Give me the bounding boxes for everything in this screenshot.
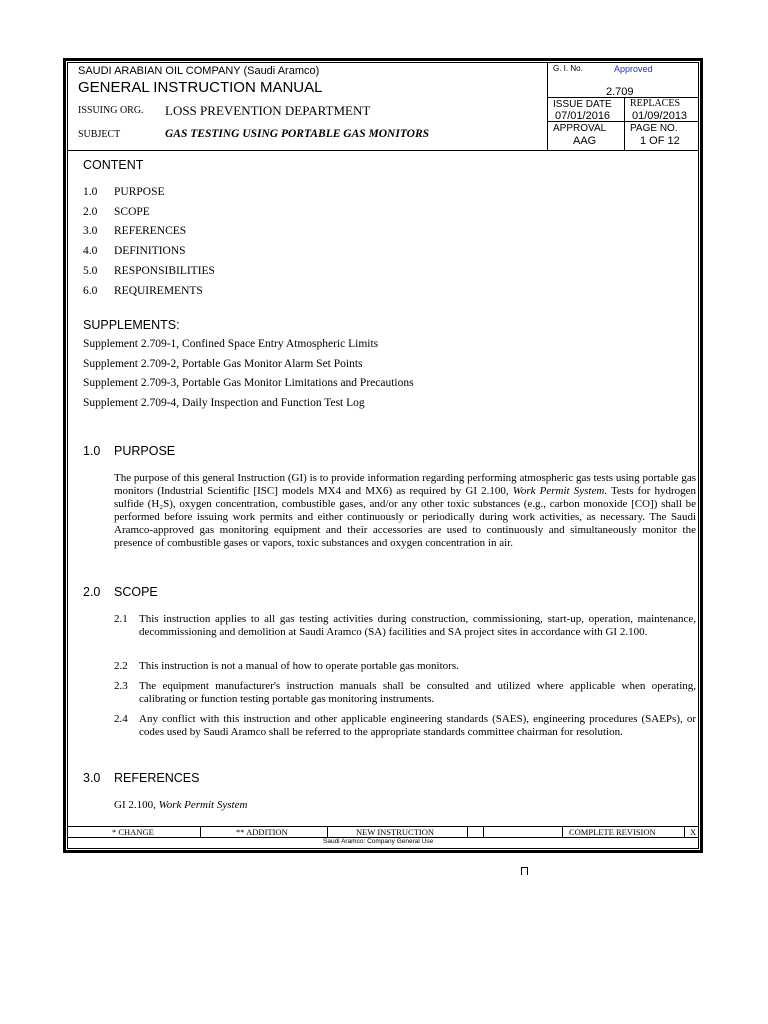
footer-new-instruction: NEW INSTRUCTION <box>356 827 434 837</box>
supplement-item: Supplement 2.709-2, Portable Gas Monitor Alarm Set Points <box>83 358 363 370</box>
purpose-num: 1.0 <box>83 444 101 458</box>
gi-number: 2.709 <box>606 86 634 98</box>
toc-num: 3.0 <box>83 225 98 237</box>
manual-title: GENERAL INSTRUCTION MANUAL <box>78 79 323 96</box>
toc-item-responsibilities: RESPONSIBILITIES <box>114 265 215 277</box>
scope-item-text: Any conflict with this instruction and other applicable engineering standards (SAES), engineering procedures (SAEPs), or codes used by Saudi Aramco shall be referred to the appropriate standards committee chairman for resolution. <box>139 713 696 738</box>
scope-item-num: 2.2 <box>114 660 128 672</box>
purpose-reference-title: Work Permit System <box>512 485 605 497</box>
gi-status: Approved <box>614 64 653 74</box>
header-bottom-rule <box>67 150 699 151</box>
toc-item-purpose: PURPOSE <box>114 186 165 198</box>
page-no-label: PAGE NO. <box>630 123 678 134</box>
issuing-org-value: LOSS PREVENTION DEPARTMENT <box>165 103 371 118</box>
footer-divider <box>200 826 201 837</box>
toc-item-definitions: DEFINITIONS <box>114 245 186 257</box>
approval-value: AAG <box>573 135 597 147</box>
toc-num: 2.0 <box>83 206 98 218</box>
reference-code: GI 2.100, <box>114 799 159 811</box>
company-name: SAUDI ARABIAN OIL COMPANY (Saudi Aramco) <box>78 65 320 77</box>
scope-item-num: 2.3 <box>114 680 128 692</box>
issuing-org-label: ISSUING ORG. <box>78 105 144 116</box>
subject-value: GAS TESTING USING PORTABLE GAS MONITORS <box>165 128 430 140</box>
content-heading: CONTENT <box>83 158 144 172</box>
reference-title: Work Permit System <box>158 799 248 811</box>
footer-divider <box>684 826 685 837</box>
gi-number-label: G. I. No. <box>553 64 583 73</box>
footer-classification-note: Saudi Aramco: Company General Use <box>323 838 434 845</box>
scope-num: 2.0 <box>83 585 101 599</box>
purpose-paragraph <box>114 472 696 550</box>
scope-item-text: The equipment manufacturer's instruction manuals shall be consulted and utilized where applicable when operating, calibrating or function testing portable gas monitoring instruments. <box>139 680 696 705</box>
supplement-item: Supplement 2.709-1, Confined Space Entry Atmospheric Limits <box>83 338 379 350</box>
footer-revision-mark: X <box>690 827 697 837</box>
toc-item-scope: SCOPE <box>114 206 150 218</box>
issue-date-value: 07/01/2016 <box>555 110 611 122</box>
approval-label: APPROVAL <box>553 123 607 134</box>
supplements-heading: SUPPLEMENTS: <box>83 318 180 332</box>
purpose-text: . Tests for hydrogen sulfide (H₂S), oxygen concentration, combustible gases, and/or any other toxic substances (e.g., carbon monoxide [CO]) shall be performed before issuing work permits and either continuously or periodically during work activities, as necessary. The Saudi Aramco-approved gas monitoring equipment and their accessories are used to continuously and simultaneously monitor the presence of combustible gases or vapors, toxic substances and oxygen concentration in air. <box>114 485 697 549</box>
missing-glyph-icon <box>521 867 528 875</box>
toc-num: 4.0 <box>83 245 98 257</box>
scope-item-text: This instruction is not a manual of how to operate portable gas monitors. <box>139 660 459 672</box>
purpose-text: The purpose of this general Instruction (GI) is to provide information regarding performing atmospheric gas tests using portable gas monitors (Industrial Scientific [ISC] models MX4 and MX6) as required by GI 2.100, <box>114 472 696 497</box>
toc-num: 5.0 <box>83 265 98 277</box>
toc-num: 1.0 <box>83 186 98 198</box>
toc-item-requirements: REQUIREMENTS <box>114 285 203 297</box>
replaces-label: REPLACES <box>630 98 681 109</box>
scope-heading: SCOPE <box>114 585 158 599</box>
scope-item-text: This instruction applies to all gas testing activities during construction, commissioning, start-up, operation, maintenance, decommissioning and demolition at Saudi Aramco (SA) facilities and SA project sites in accordance with GI 2.100. <box>139 613 696 638</box>
toc-item-references: REFERENCES <box>114 225 187 237</box>
issue-date-label: ISSUE DATE <box>553 99 612 110</box>
replaces-value: 01/09/2013 <box>632 110 688 122</box>
supplement-item: Supplement 2.709-4, Daily Inspection and Function Test Log <box>83 397 365 409</box>
reference-item <box>114 799 247 811</box>
footer-divider <box>327 826 328 837</box>
footer-complete-revision: COMPLETE REVISION <box>569 827 656 837</box>
references-num: 3.0 <box>83 771 101 785</box>
references-heading: REFERENCES <box>114 771 200 785</box>
toc-num: 6.0 <box>83 285 98 297</box>
footer-divider <box>467 826 468 837</box>
purpose-heading: PURPOSE <box>114 444 176 458</box>
footer-divider <box>483 826 484 837</box>
header-divider <box>547 62 548 150</box>
supplement-item: Supplement 2.709-3, Portable Gas Monitor Limitations and Precautions <box>83 377 414 389</box>
scope-item-num: 2.1 <box>114 613 128 625</box>
scope-item-num: 2.4 <box>114 713 128 725</box>
header-divider-2 <box>624 97 625 150</box>
footer-divider <box>562 826 563 837</box>
page-no-value: 1 OF 12 <box>640 135 680 147</box>
subject-label: SUBJECT <box>78 129 121 140</box>
footer-change: * CHANGE <box>112 827 154 837</box>
footer-addition: ** ADDITION <box>236 827 288 837</box>
